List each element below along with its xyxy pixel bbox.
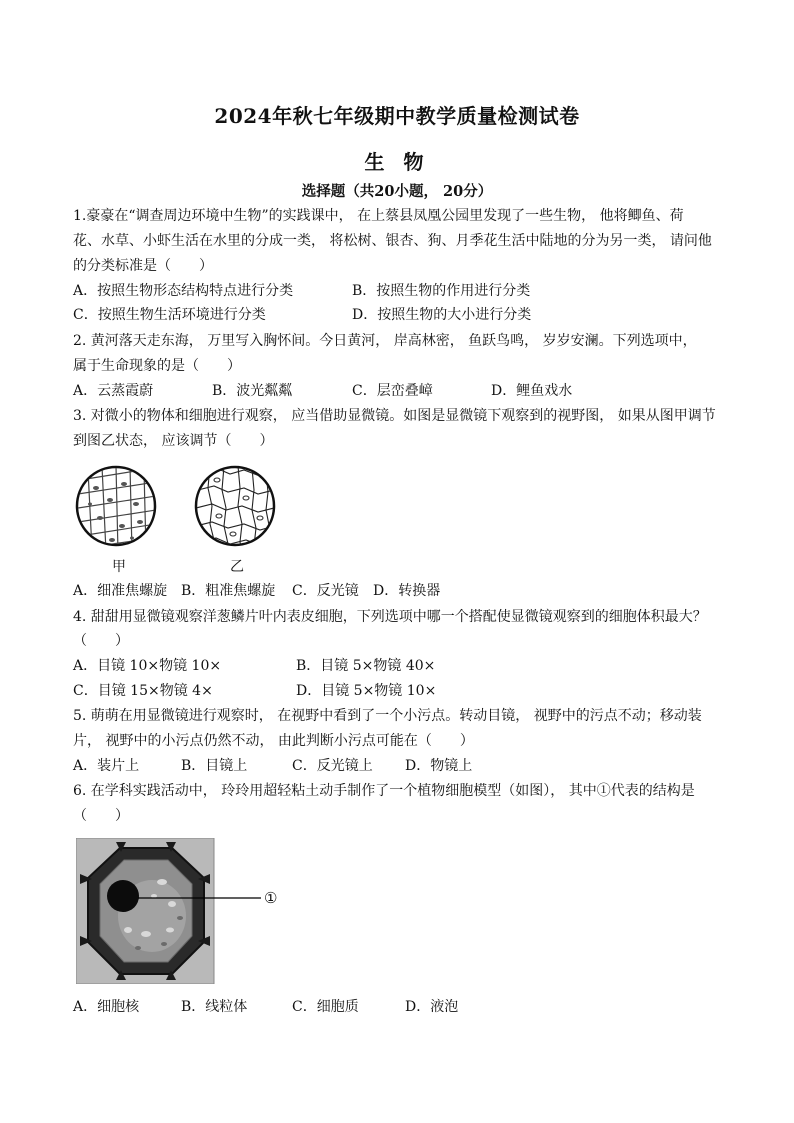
q5-option-c: C．反光镜上 [292, 758, 373, 774]
q4-option-c: C．目镜 15×物镜 4× [73, 683, 213, 699]
q1-option-a: A．按照生物形态结构特点进行分类 [73, 283, 294, 299]
q4-line-1: 4. 甜甜用显微镜观察洋葱鳞片叶内表皮细胞，下列选项中哪一个搭配使显微镜观察到的细胞体积最大？ [73, 609, 707, 625]
q3-line-1: 3. 对微小的物体和细胞进行观察， 应当借助显微镜。如图是显微镜下观察到的视野图， 如果从图甲调节 [73, 408, 716, 424]
q6-option-c: C．细胞质 [292, 999, 359, 1015]
q6-line-2: （ ） [73, 808, 129, 824]
q2-line-2: 属于生命现象的是（ ） [73, 358, 241, 374]
q1-option-c: C．按照生物生活环境进行分类 [73, 307, 266, 323]
q6-option-a: A．细胞核 [73, 999, 140, 1015]
exam-title: 2024年秋七年级期中教学质量检测试卷 [214, 104, 580, 128]
q6-option-b: B．线粒体 [181, 999, 248, 1015]
q1-line-1: 1.豪豪在“调查周边环境中生物”的实践课中， 在上蔡县凤凰公园里发现了一些生物， 他将鲫鱼、荷 [73, 208, 684, 224]
section-heading: 选择题（共20小题， 20分） [301, 183, 493, 200]
q5-line-1: 5. 萌萌在用显微镜进行观察时， 在视野中看到了一个小污点。转动目镜， 视野中的污点不动；移动装 [73, 708, 702, 724]
q1-line-2: 花、水草、小虾生活在水里的分成一类， 将松树、银杏、狗、月季花生活中陆地的分为另一类， 请问他 [73, 233, 712, 249]
q3-option-c: C．反光镜 [292, 583, 359, 599]
q3-option-a: A．细准焦螺旋 [73, 583, 168, 599]
q2-option-a: A．云蒸霞蔚 [73, 383, 154, 399]
q2-option-d: D．鲤鱼戏水 [491, 383, 573, 399]
subject-title: 生 物 [364, 150, 430, 174]
figure-label-jia: 甲 [112, 559, 126, 575]
nucleus-icon [107, 880, 139, 912]
q4-option-a: A．目镜 10×物镜 10× [73, 658, 222, 674]
figure-label-yi: 乙 [230, 559, 244, 575]
q3-line-2: 到图乙状态， 应该调节（ ） [73, 433, 274, 449]
q1-option-b: B．按照生物的作用进行分类 [352, 283, 531, 299]
q2-option-c: C．层峦叠嶂 [352, 383, 433, 399]
q6-line-1: 6. 在学科实践活动中， 玲玲用超轻粘土动手制作了一个植物细胞模型（如图）， 其中①代表的结构是 [73, 783, 695, 799]
structure-label-1: ① [264, 889, 278, 907]
q1-option-d: D．按照生物的大小进行分类 [352, 307, 532, 323]
q4-option-b: B．目镜 5×物镜 40× [296, 658, 436, 674]
q3-option-b: B．粗准焦螺旋 [181, 583, 276, 599]
q3-option-d: D．转换器 [373, 583, 441, 599]
q2-line-1: 2. 黄河落天走东海， 万里写入胸怀间。今日黄河， 岸高林密， 鱼跃鸟鸣， 岁岁安澜。下列选项中， [73, 333, 697, 349]
q1-line-3: 的分类标准是（ ） [73, 258, 213, 274]
q6-option-d: D．液泡 [405, 999, 459, 1015]
view-yi-icon [196, 466, 274, 552]
q5-line-2: 片， 视野中的小污点仍然不动， 由此判断小污点可能在（ ） [73, 733, 474, 749]
plant-cell-model-photo [76, 838, 291, 984]
microscope-view-figure [74, 460, 284, 580]
q2-option-b: B．波光粼粼 [212, 383, 293, 399]
q4-line-2: （ ） [73, 633, 129, 649]
view-jia-icon [77, 466, 156, 552]
q5-option-d: D．物镜上 [405, 758, 473, 774]
q5-option-b: B．目镜上 [181, 758, 248, 774]
q4-option-d: D．目镜 5×物镜 10× [296, 683, 437, 699]
q5-option-a: A．装片上 [73, 758, 140, 774]
